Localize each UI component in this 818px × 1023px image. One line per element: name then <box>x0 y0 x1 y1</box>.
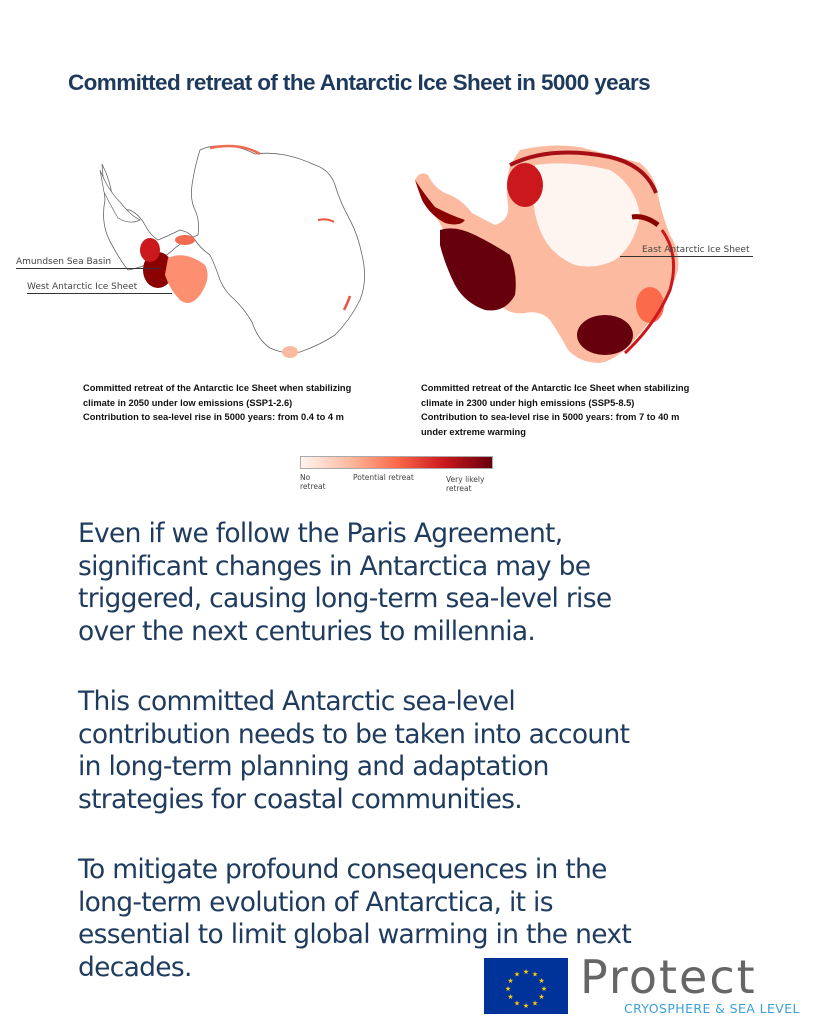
text-line: in long-term planning and adaptation <box>78 751 549 782</box>
svg-text:★: ★ <box>538 993 545 1001</box>
wilkes-retreat <box>577 315 633 355</box>
label-amundsen-sea-basin: Amundsen Sea Basin <box>16 257 112 267</box>
text-line: significant changes in Antarctica may be <box>78 550 591 582</box>
colorbar-label-no-retreat: No retreat <box>300 473 326 491</box>
text-line: over the next centuries to millennia. <box>78 615 536 647</box>
page-title: Committed retreat of the Antarctic Ice Sheet in 5000 years <box>68 70 651 95</box>
weddell-retreat <box>507 163 543 207</box>
protect-logo-tagline: CRYOSPHERE & SEA LEVEL <box>624 1001 800 1016</box>
label-leader-line <box>16 268 161 269</box>
svg-text:★: ★ <box>513 999 521 1008</box>
text-line: triggered, causing long-term sea-level rise <box>78 583 612 614</box>
label-leader-line <box>620 256 753 257</box>
text-line: essential to limit global warming in the next <box>78 919 632 950</box>
colorbar-label-very-likely: Very likely retreat <box>446 475 485 493</box>
protect-logo-wordmark: Protect <box>580 950 757 1004</box>
colorbar <box>300 456 493 469</box>
label-leader-line <box>27 293 172 294</box>
svg-text:★: ★ <box>531 970 539 979</box>
antarctica-map-high <box>400 135 818 375</box>
label-east-antarctic-ice-sheet: East Antarctic Ice Sheet <box>642 245 750 255</box>
text-line: strategies for coastal communities. <box>78 783 522 815</box>
eu-flag-logo <box>484 958 568 1014</box>
text-line: contribution needs to be taken into account <box>78 718 630 750</box>
caption-high-emissions <box>421 381 751 439</box>
paragraph-planning <box>78 686 738 816</box>
svg-text:★: ★ <box>504 985 512 993</box>
ross-retreat <box>175 235 195 245</box>
svg-text:★: ★ <box>531 999 539 1008</box>
caption-line: Committed retreat of the Antarctic Ice Sheet when stabilizing <box>421 383 690 393</box>
caption-line: Contribution to sea-level rise in 5000 years: from 7 to 40 m <box>421 412 680 423</box>
paragraph-paris-agreement <box>78 518 738 648</box>
colorbar-label-potential: Potential retreat <box>353 473 414 482</box>
amundsen-retreat-edge <box>140 238 160 262</box>
svg-text:★: ★ <box>507 977 514 985</box>
caption-line: Contribution to sea-level rise in 5000 years: from 0.4 to 4 m <box>83 412 344 423</box>
aurora-retreat <box>636 287 664 323</box>
text-line: long-term evolution of Antarctica, it is <box>78 886 553 918</box>
text-line: decades. <box>78 951 192 983</box>
svg-text:★: ★ <box>522 1002 530 1010</box>
caption-low-emissions <box>83 381 408 425</box>
caption-line: climate in 2300 under high emissions (SSP5-8.5) <box>421 397 635 408</box>
caption-line: climate in 2050 under low emissions (SSP1-2.6) <box>83 397 293 408</box>
svg-text:★: ★ <box>513 970 521 979</box>
caption-line: under extreme warming <box>421 426 526 437</box>
text-line: To mitigate profound consequences in the <box>78 854 607 885</box>
text-line: Even if we follow the Paris Agreement, <box>78 518 563 549</box>
svg-text:★: ★ <box>507 993 514 1001</box>
svg-text:★: ★ <box>538 977 545 985</box>
text-line: This committed Antarctic sea-level <box>78 686 515 717</box>
coast-retreat-1 <box>282 346 298 358</box>
caption-line: Committed retreat of the Antarctic Ice Sheet when stabilizing <box>83 383 352 393</box>
svg-text:★: ★ <box>540 985 548 993</box>
eu-stars-icon <box>484 958 568 1014</box>
svg-text:★: ★ <box>522 968 530 976</box>
label-west-antarctic-ice-sheet: West Antarctic Ice Sheet <box>27 282 138 292</box>
wais-retreat <box>165 255 208 303</box>
map-high-emissions <box>400 135 818 375</box>
map-low-emissions <box>0 140 400 370</box>
antarctica-map-low <box>0 140 400 370</box>
